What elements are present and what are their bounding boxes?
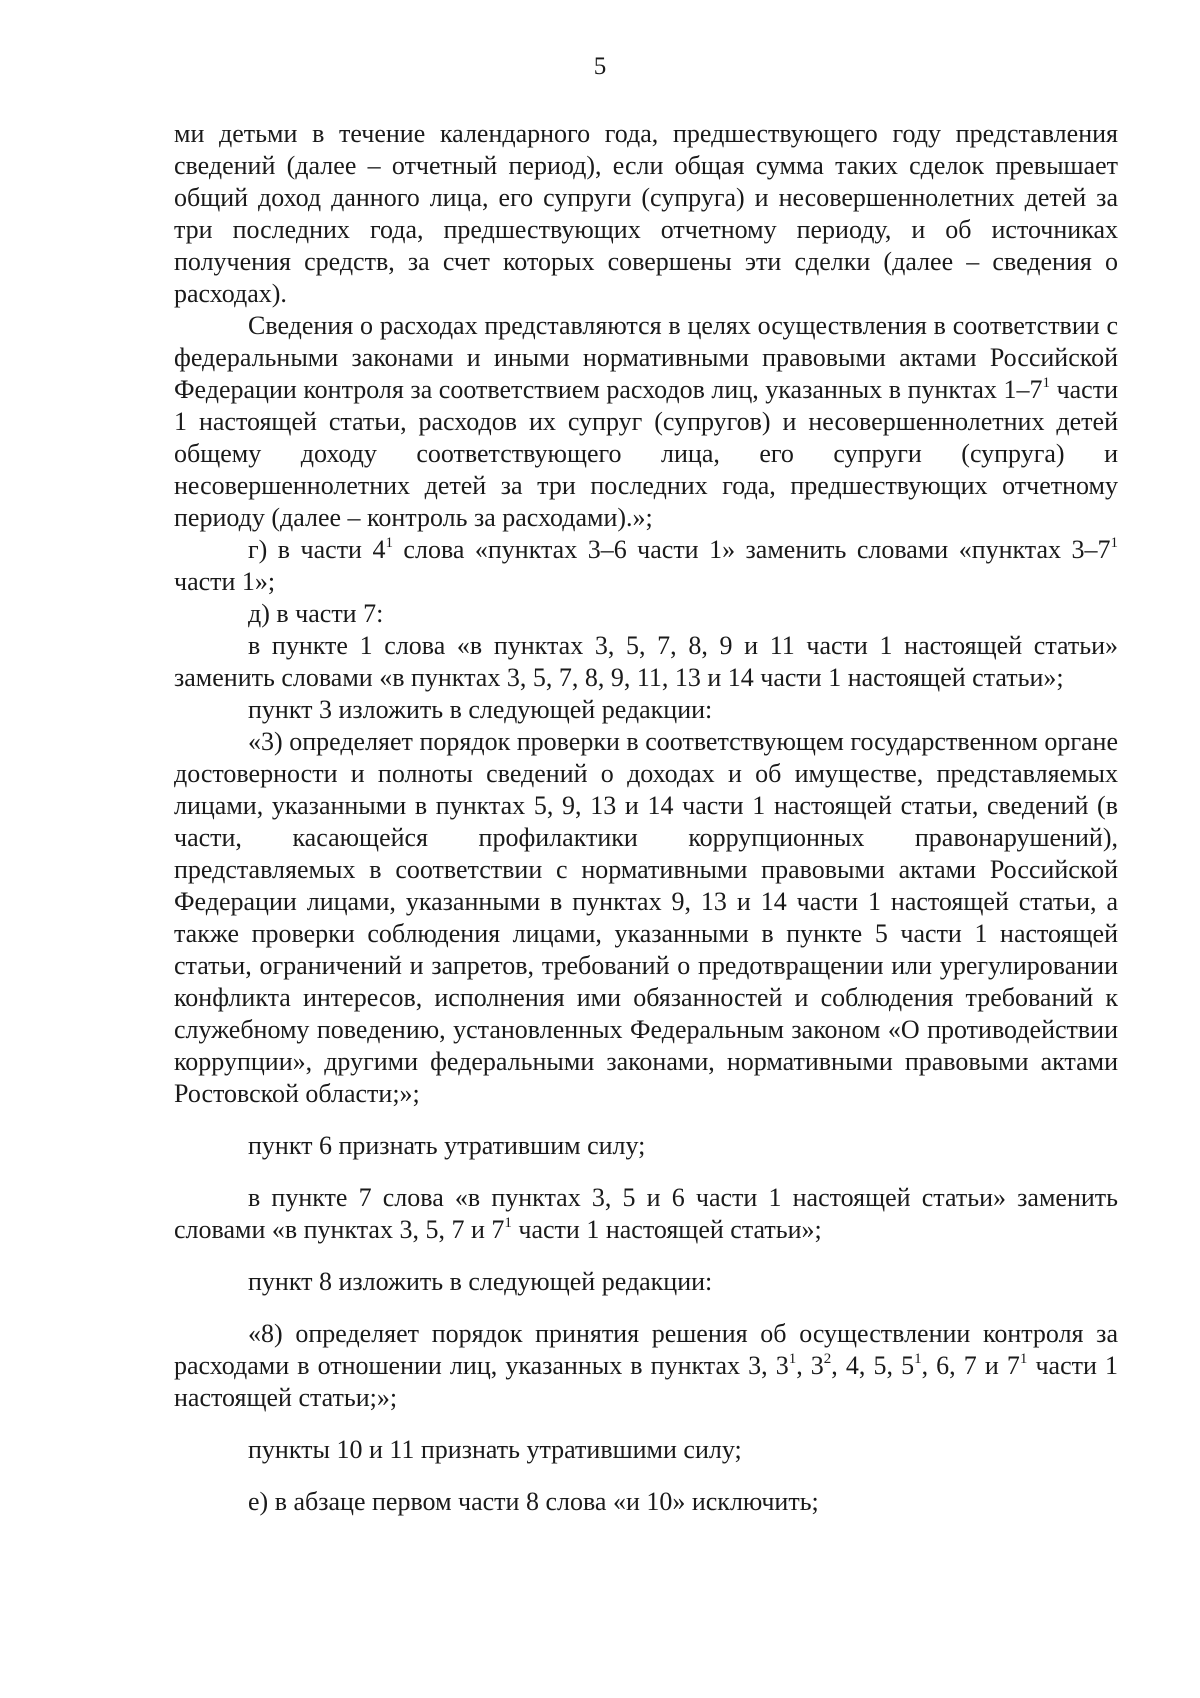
text-run: части 1»; (174, 567, 276, 596)
text-run: , 6, 7 и 7 (921, 1351, 1020, 1380)
text-run: , 4, 5, 5 (831, 1351, 915, 1380)
text-run: части 1 настоящей статьи»; (511, 1215, 822, 1244)
paragraph (174, 694, 1118, 726)
text-run: части 1 настоящей статьи;»; (174, 1351, 1118, 1412)
superscript: 1 (504, 1215, 512, 1231)
text-run: пункты 10 и 11 признать утратившими силу; (248, 1435, 742, 1464)
paragraph (174, 1486, 1118, 1518)
text-run: пункт 6 признать утратившим силу; (248, 1131, 646, 1160)
paragraph (174, 1182, 1118, 1246)
paragraph (174, 1266, 1118, 1298)
superscript: 1 (1019, 1351, 1028, 1367)
text-run: г) в части 4 (248, 535, 386, 564)
text-run: д) в части 7: (248, 599, 384, 628)
text-run: Сведения о расходах представляются в целях осуществления в соответствии с федеральными законами и иными нормативными правовыми актами Российской Федерации контроля за соответствием расходов лиц, указанных в пунктах 1–7 (174, 311, 1118, 404)
text-run: е) в абзаце первом части 8 слова «и 10» исключить; (248, 1487, 819, 1516)
paragraph (174, 1318, 1118, 1414)
superscript: 1 (1110, 535, 1118, 551)
superscript: 1 (788, 1351, 797, 1367)
paragraph (174, 118, 1118, 310)
paragraph (174, 598, 1118, 630)
text-run: в пункте 7 слова «в пунктах 3, 5 и 6 части 1 настоящей статьи» заменить словами «в пунктах 3, 5, 7 и 7 (174, 1183, 1118, 1244)
text-run: «8) определяет порядок принятия решения об осуществлении контроля за расходами в отношении лиц, указанных в пунктах 3, 3 (174, 1319, 1118, 1380)
paragraph (174, 310, 1118, 534)
text-run: части 1 настоящей статьи, расходов их супруг (супругов) и несовершеннолетних детей общему доходу соответствующего лица, его супруги (супруга) и несовершеннолетних детей за три последних года, предшествующих отчетному периоду (далее – контроль за расходами).»; (174, 375, 1118, 532)
document-body (174, 118, 1118, 1518)
text-run: пункт 3 изложить в следующей редакции: (248, 695, 713, 724)
paragraph (174, 726, 1118, 1110)
superscript: 2 (823, 1351, 832, 1367)
superscript: 1 (914, 1351, 922, 1367)
paragraph (174, 534, 1118, 598)
text-run: пункт 8 изложить в следующей редакции: (248, 1267, 713, 1296)
page-number: 5 (593, 53, 607, 80)
superscript: 1 (385, 535, 393, 551)
superscript: 1 (1042, 375, 1050, 391)
text-run: , 3 (796, 1351, 824, 1380)
paragraph (174, 1434, 1118, 1466)
text-run: ми детьми в течение календарного года, предшествующего году представления сведений (далее – отчетный период), если общая сумма таких сделок превышает общий доход данного лица, его супруги (супруга) и несовершеннолетних детей за три последних года, предшествующих отчетному периоду, и об источниках получения средств, за счет которых совершены эти сделки (далее – сведения о расходах). (174, 119, 1118, 308)
paragraph (174, 1130, 1118, 1162)
text-run: слова «пунктах 3–6 части 1» заменить словами «пунктах 3–7 (392, 535, 1111, 564)
text-run: «3) определяет порядок проверки в соответствующем государственном органе достоверности и полноты сведений о доходах и об имуществе, представляемых лицами, указанными в пунктах 5, 9, 13 и 14 части 1 настоящей статьи, сведений (в части, касающейся профилактики коррупционных правонарушений), представляемых в соответствии с нормативными правовыми актами Российской Федерации лицами, указанными в пунктах 9, 13 и 14 части 1 настоящей статьи, а также проверки соблюдения лицами, указанными в пункте 5 части 1 настоящей статьи, ограничений и запретов, требований о предотвращении или урегулировании конфликта интересов, исполнения ими обязанностей и соблюдения требований к служебному поведению, установленных Федеральным законом «О противодействии коррупции», другими федеральными законами, нормативными правовыми актами Ростовской области;»; (174, 727, 1118, 1108)
text-run: в пункте 1 слова «в пунктах 3, 5, 7, 8, 9 и 11 части 1 настоящей статьи» заменить словами «в пунктах 3, 5, 7, 8, 9, 11, 13 и 14 части 1 настоящей статьи»; (174, 631, 1118, 692)
paragraph (174, 630, 1118, 694)
